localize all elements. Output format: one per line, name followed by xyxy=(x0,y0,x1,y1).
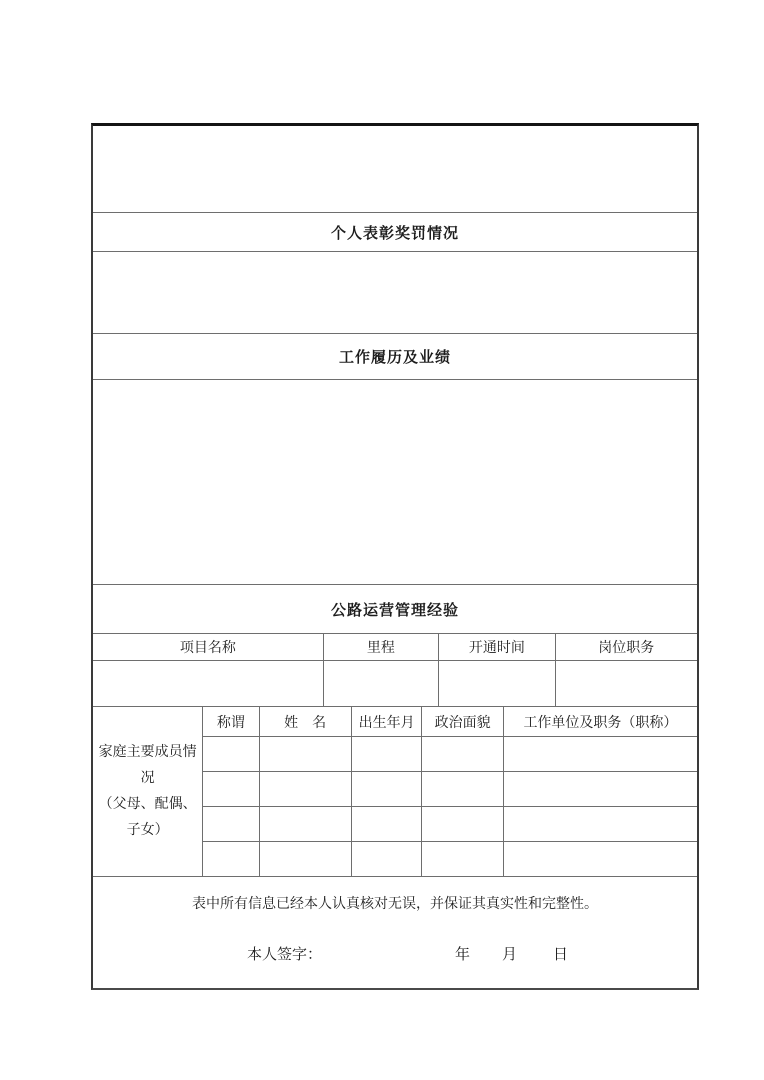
family-cell-workunit xyxy=(504,737,697,771)
family-cell-name xyxy=(260,772,352,806)
project-col-header-name: 项目名称 xyxy=(93,634,324,660)
family-cell-name xyxy=(260,737,352,771)
family-col-header-name: 姓 名 xyxy=(260,707,352,736)
section-header-work-history xyxy=(93,334,697,380)
section-header-highway-experience-label: 公路运营管理经验 xyxy=(330,602,459,619)
project-cell-post xyxy=(556,661,697,706)
family-col-header-political: 政治面貌 xyxy=(422,707,503,736)
family-cell-name xyxy=(260,807,352,841)
project-col-header-post: 岗位职务 xyxy=(598,641,655,656)
work-history-content-row xyxy=(93,380,697,585)
family-members-label xyxy=(93,707,203,876)
project-table-empty-row xyxy=(93,661,697,707)
project-cell-name xyxy=(93,661,324,706)
family-cell-political xyxy=(422,807,503,841)
date-day-label: 日 xyxy=(553,947,569,963)
project-cell-mileage xyxy=(324,661,439,706)
project-table-header-row xyxy=(93,634,697,661)
family-cell-political xyxy=(422,842,503,877)
family-members-table xyxy=(203,707,697,876)
family-empty-row xyxy=(203,737,697,772)
empty-content-row-top xyxy=(93,126,697,213)
family-cell-name xyxy=(260,842,352,877)
family-cell-relation xyxy=(203,807,259,841)
family-empty-row xyxy=(203,807,697,842)
family-col-header-birth: 出生年月 xyxy=(352,707,423,736)
family-empty-row xyxy=(203,842,697,877)
family-members-block xyxy=(93,707,697,877)
date-year-label: 年 xyxy=(455,947,471,963)
family-label-line-1: 家庭主要成员情况 xyxy=(98,744,197,786)
project-cell-open-date xyxy=(439,661,556,706)
family-cell-birth xyxy=(352,772,423,806)
family-cell-relation xyxy=(203,772,259,806)
family-col-header-workunit: 工作单位及职务（职称） xyxy=(523,715,678,731)
family-label-line-3: 子女） xyxy=(126,822,169,838)
family-header-row xyxy=(203,707,697,737)
family-cell-relation xyxy=(203,737,259,771)
date-month-label: 月 xyxy=(502,947,518,963)
section-header-awards-label: 个人表彰奖罚情况 xyxy=(330,225,459,242)
family-label-line-2: （父母、配偶、 xyxy=(98,796,197,812)
family-cell-birth xyxy=(352,842,423,877)
section-header-work-history-label: 工作履历及业绩 xyxy=(338,350,451,366)
family-cell-birth xyxy=(352,807,423,841)
family-cell-relation xyxy=(203,842,259,877)
declaration-text: 表中所有信息已经本人认真核对无误，并保证其真实性和完整性。 xyxy=(192,897,598,912)
awards-content-row xyxy=(93,252,697,334)
family-col-header-relation: 称谓 xyxy=(203,707,259,736)
family-cell-political xyxy=(422,772,503,806)
family-empty-row xyxy=(203,772,697,807)
family-cell-political xyxy=(422,737,503,771)
family-cell-workunit xyxy=(504,842,697,877)
section-header-awards xyxy=(93,213,697,252)
declaration-signature-block xyxy=(93,877,697,988)
family-cell-workunit xyxy=(504,807,697,841)
personnel-form-table xyxy=(91,123,699,990)
project-col-header-open-date: 开通时间 xyxy=(439,634,556,660)
project-col-header-mileage: 里程 xyxy=(324,634,439,660)
family-cell-birth xyxy=(352,737,423,771)
signature-label: 本人签字： xyxy=(247,947,323,963)
section-header-highway-experience xyxy=(93,585,697,634)
family-cell-workunit xyxy=(504,772,697,806)
